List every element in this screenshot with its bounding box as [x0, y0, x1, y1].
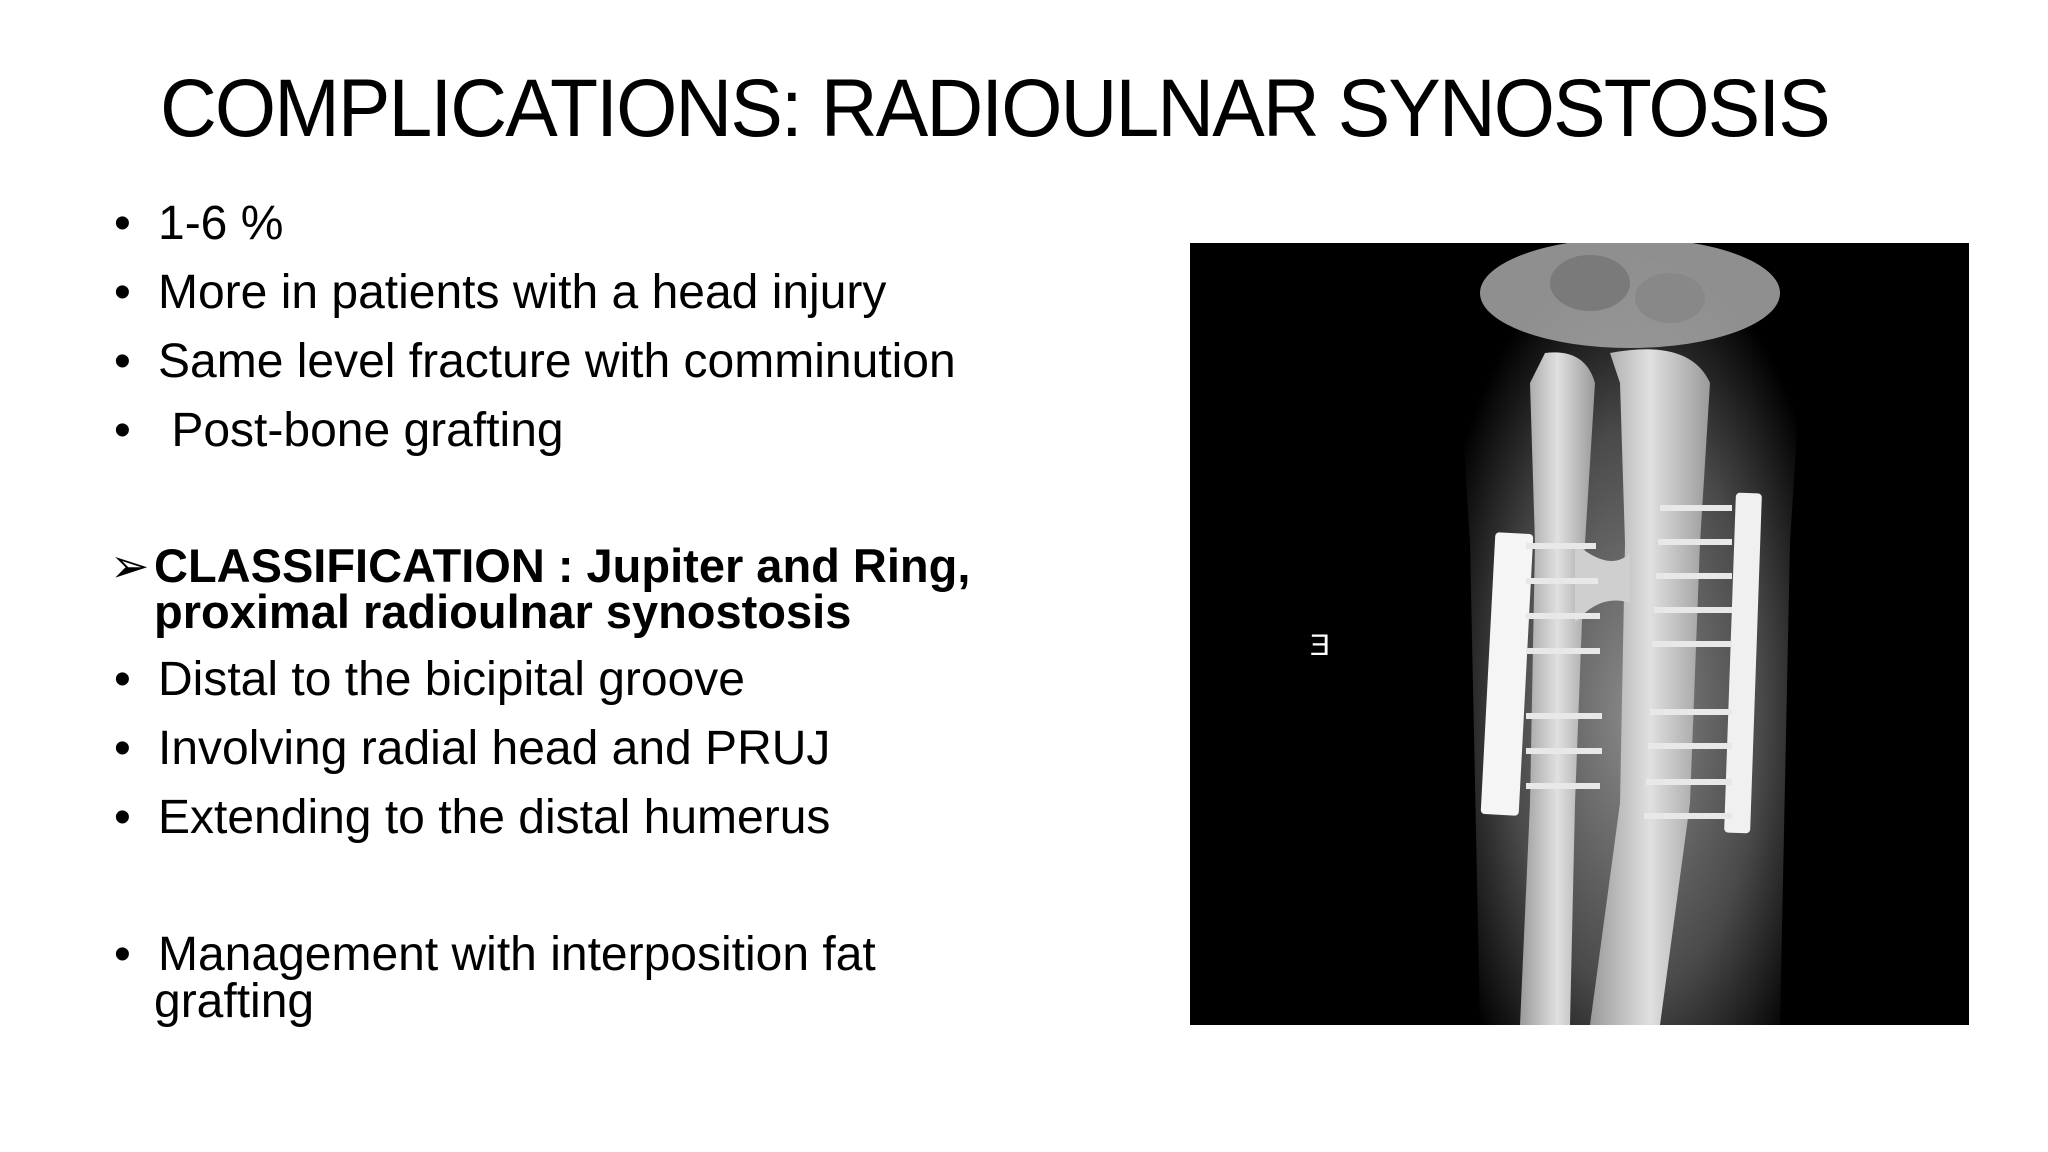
bullet-icon: •: [114, 928, 131, 981]
bullet-text: Distal to the bicipital groove: [158, 653, 745, 706]
classification-heading: [110, 539, 971, 592]
bullet-item: [110, 722, 831, 775]
management-line-2: grafting: [154, 975, 315, 1028]
bullet-text: Same level fracture with comminution: [158, 335, 956, 388]
carpal-bones: [1480, 243, 1780, 348]
bullet-item: [110, 335, 956, 388]
xray-graphic: [1190, 243, 1969, 1025]
xray-side-marker: E: [1309, 629, 1330, 662]
bullet-item: [110, 266, 887, 319]
bullet-text: Post-bone grafting: [158, 404, 564, 457]
bullet-text: Extending to the distal humerus: [158, 791, 831, 844]
slide-title: COMPLICATIONS: RADIOULNAR SYNOSTOSIS: [160, 63, 1829, 154]
bullet-item: [110, 404, 564, 457]
forearm-xray-image: [1190, 243, 1969, 1025]
bullet-item: [110, 928, 876, 981]
arrow-bullet-icon: ➢: [110, 539, 150, 592]
bullet-item: [110, 197, 284, 250]
management-line-1: Management with interposition fat: [158, 928, 876, 981]
bullet-icon: •: [114, 722, 131, 775]
classification-line-1: CLASSIFICATION : Jupiter and Ring,: [154, 539, 971, 592]
bullet-text: Involving radial head and PRUJ: [158, 722, 831, 775]
bullet-icon: •: [114, 653, 131, 706]
bullet-icon: •: [114, 791, 131, 844]
classification-line-2: proximal radioulnar synostosis: [154, 585, 852, 638]
bullet-icon: •: [114, 266, 131, 319]
bullet-text: 1-6 %: [158, 197, 284, 250]
bullet-icon: •: [114, 197, 131, 250]
bullet-icon: •: [114, 335, 131, 388]
bullet-item: [110, 653, 745, 706]
bullet-text: More in patients with a head injury: [158, 266, 887, 319]
bullet-item: [110, 791, 831, 844]
bullet-icon: •: [114, 404, 131, 457]
